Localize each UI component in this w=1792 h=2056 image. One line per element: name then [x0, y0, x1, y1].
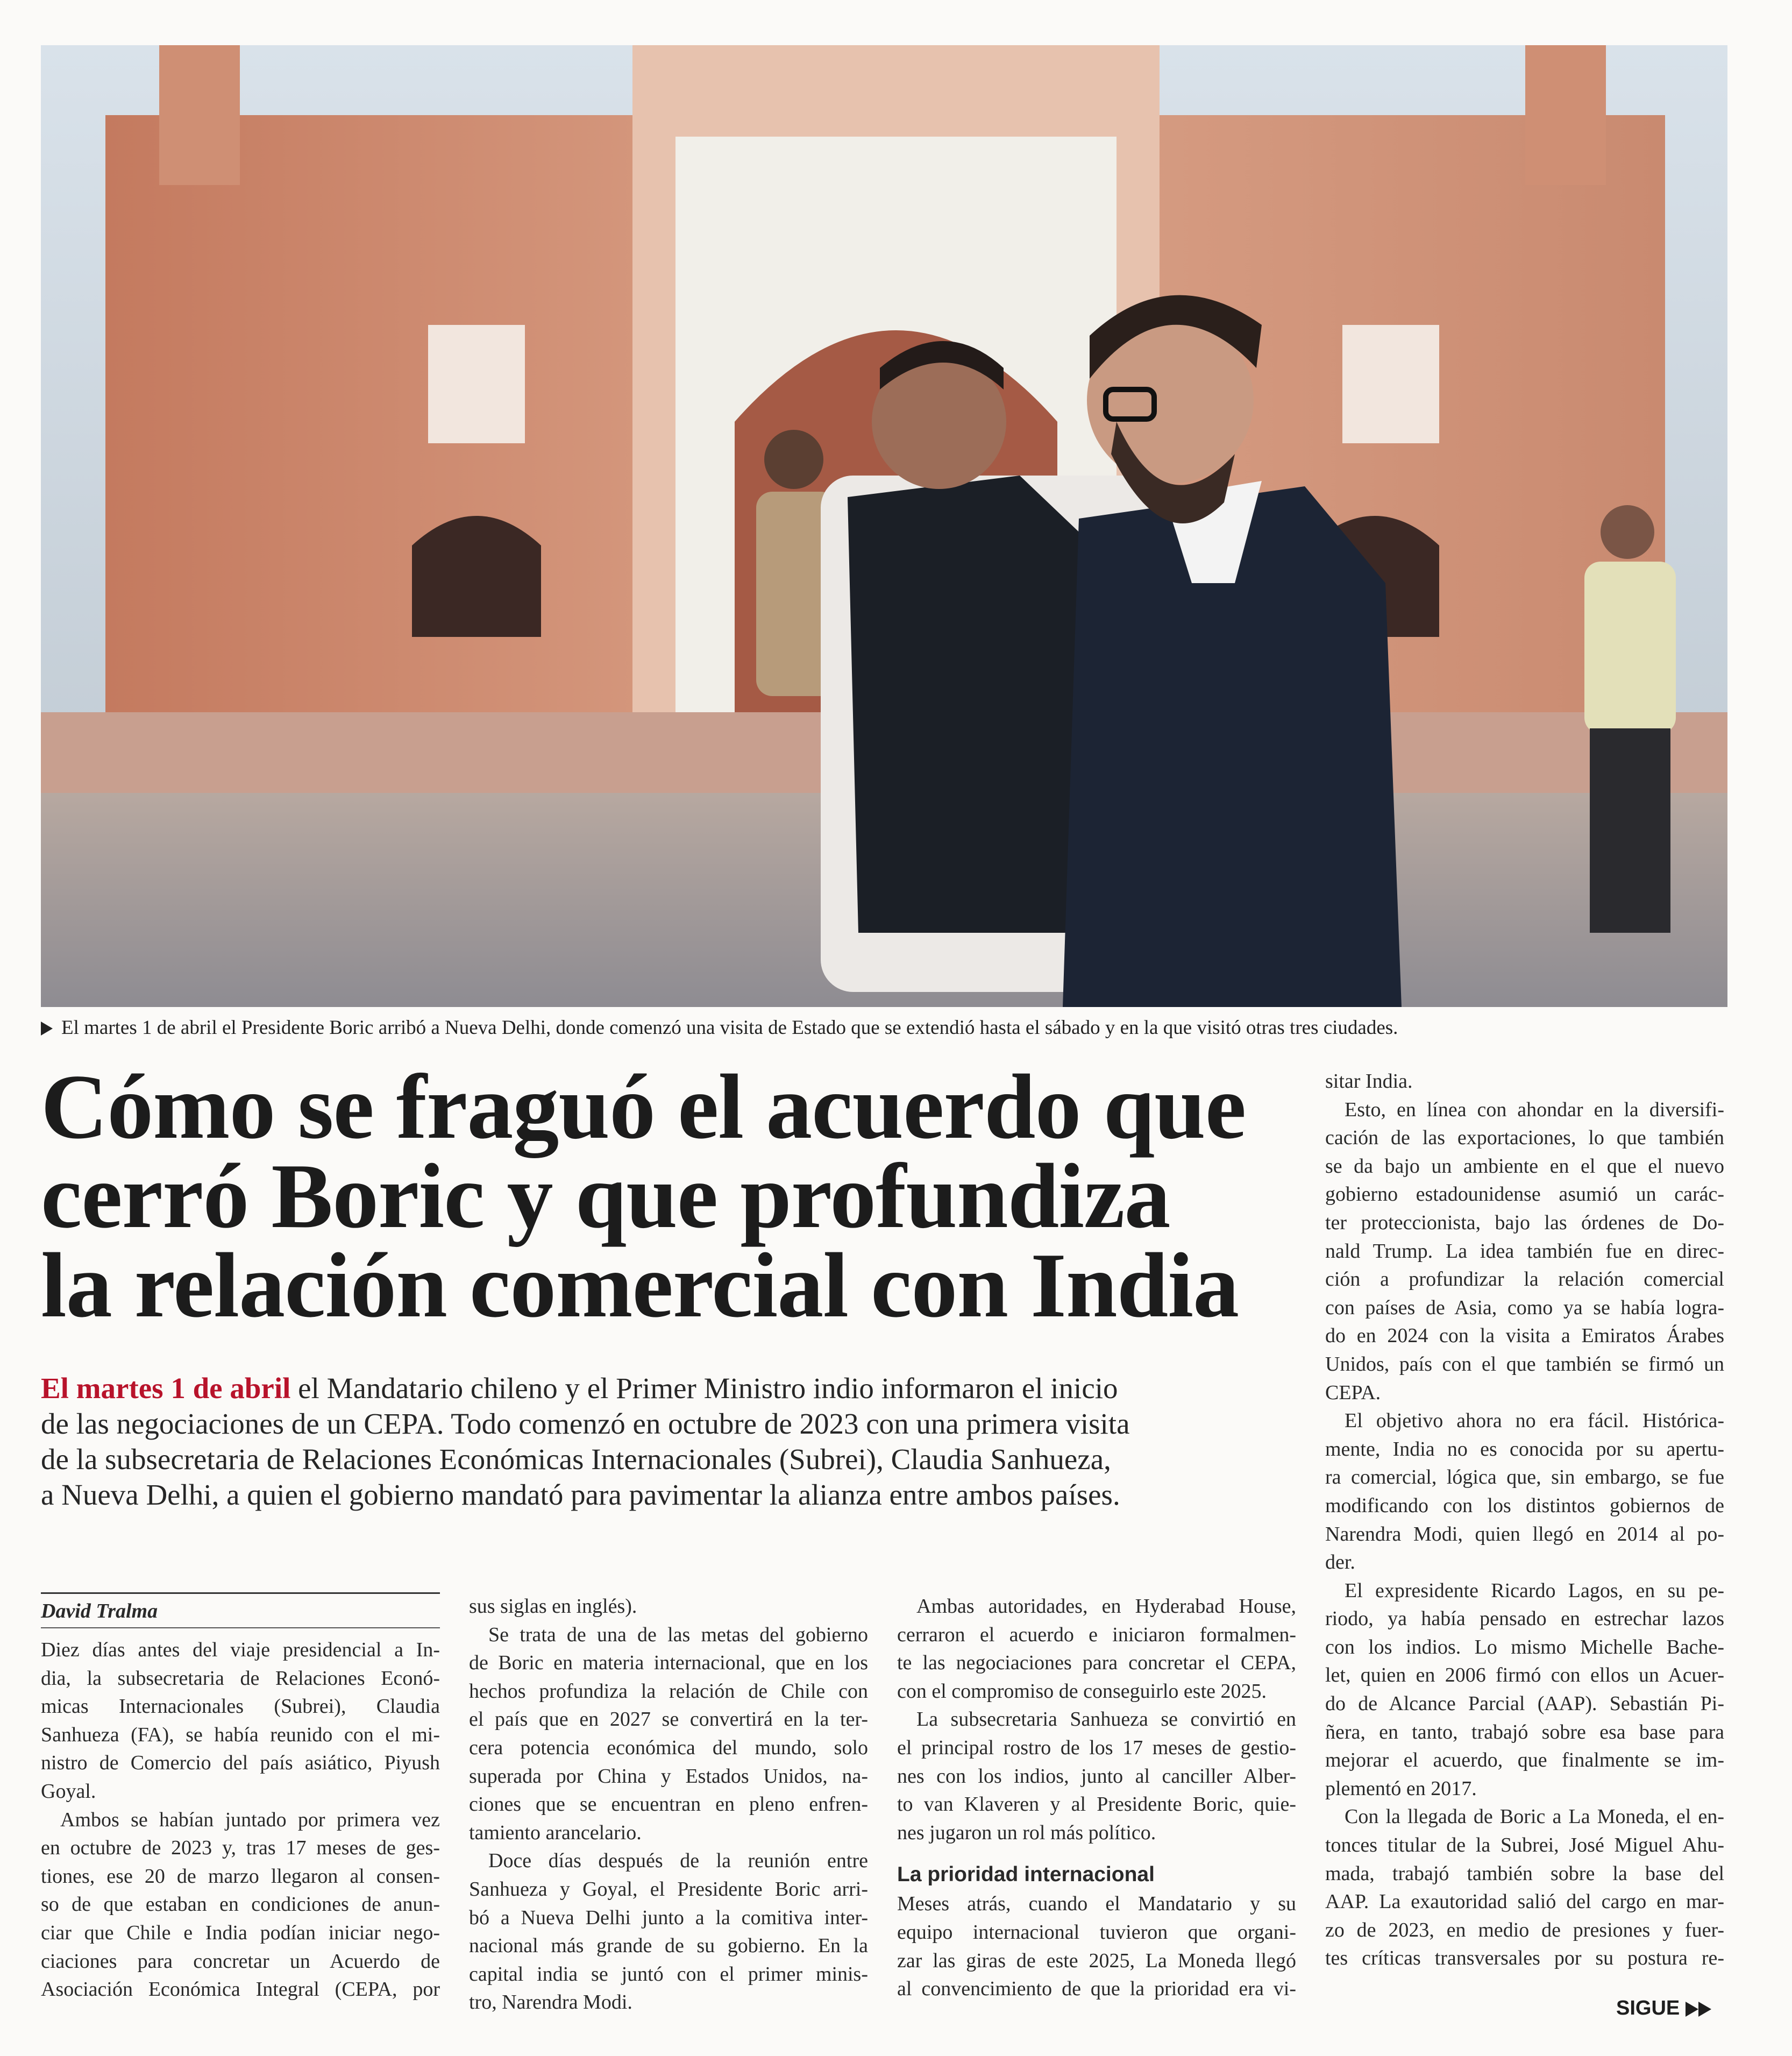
text-line: Ambas autoridades, en Hyderabad House,	[916, 1595, 1296, 1618]
byline: David Tralma	[41, 1600, 158, 1622]
text-line: do en 2024 con la visita a Emiratos Árabes	[1325, 1324, 1724, 1348]
body-column-2	[469, 1592, 868, 2017]
text-line: Sanhueza (FA), se había reunido con el mi-	[41, 1723, 440, 1746]
text-line: sitar India.	[1325, 1070, 1413, 1093]
text-line: modificando con los distintos gobiernos de	[1325, 1494, 1724, 1517]
text-line: let, quien en 2006 firmó con ellos un Acuer-	[1325, 1664, 1724, 1687]
text-line: el principal rostro de los 17 meses de gestio-	[897, 1736, 1296, 1759]
headline-line-1: Cómo se fraguó el acuerdo que	[41, 1056, 1246, 1158]
body-column-1	[41, 1592, 440, 2004]
text-line: dia, la subsecretaria de Relaciones Econó-	[41, 1667, 440, 1690]
sigue-label: SIGUE	[1616, 1997, 1680, 2019]
text-line: tamiento arancelario.	[469, 1821, 642, 1844]
byline-rule	[41, 1627, 440, 1628]
text-line: hechos profundiza la relación de Chile con	[469, 1679, 868, 1703]
continue-arrow-icon	[1686, 2002, 1698, 2017]
caption-arrow-icon	[41, 1022, 53, 1036]
lede-lead: El martes 1 de abril	[41, 1372, 291, 1405]
text-line: cera potencia económica del mundo, solo	[469, 1736, 868, 1759]
text-line: mente, India no es conocida por su apertu-	[1325, 1437, 1724, 1461]
text-line: plementó en 2017.	[1325, 1777, 1477, 1800]
text-line: con los indios. Lo mismo Michelle Bache-	[1325, 1635, 1724, 1658]
caption-text: El martes 1 de abril el Presidente Boric arribó a Nueva Delhi, donde comenzó una visita de Estado que se extendió hasta el sábado y en la que visitó otras tres ciudades.	[61, 1017, 1398, 1039]
headline	[41, 1056, 1305, 1337]
text-line: CEPA.	[1325, 1381, 1381, 1404]
subhead: La prioridad internacional	[897, 1863, 1155, 1887]
text-line: cerraron el acuerdo e iniciaron formalmen-	[897, 1623, 1296, 1646]
text-line: tiones, ese 20 de marzo llegaron al consen-	[41, 1864, 440, 1888]
text-line: so de que estaban en condiciones de anun-	[41, 1893, 440, 1916]
text-line: riodo, ya había pensado en estrechar lazos	[1325, 1607, 1724, 1630]
text-line: Diez días antes del viaje presidencial a In-	[41, 1639, 440, 1661]
text-line: se da bajo un ambiente en el que el nuevo	[1325, 1154, 1724, 1178]
text-line: tro, Narendra Modi.	[469, 1991, 632, 2014]
article-photo	[41, 45, 1727, 1007]
text-line: ciones que se encuentran en pleno enfren-	[469, 1793, 868, 1816]
text-line: cación de las exportaciones, lo que también	[1325, 1126, 1724, 1150]
headline-line-2: cerró Boric y que profundiza	[41, 1145, 1170, 1247]
text-line: nacional más grande de su gobierno. En la	[469, 1934, 868, 1958]
text-line: Doce días después de la reunión entre	[488, 1849, 868, 1873]
body-column-4	[1325, 1067, 1724, 1973]
text-line: Goyal.	[41, 1779, 96, 1803]
text-line: te las negociaciones para concretar el CEPA,	[897, 1651, 1296, 1675]
lede-line-4: a Nueva Delhi, a quien el gobierno mandató para pavimentar la alianza entre ambos países.	[41, 1478, 1120, 1511]
text-line: con países de Asia, como ya se había logra-	[1325, 1296, 1724, 1319]
text-line: Sanhueza y Goyal, el Presidente Boric arri-	[469, 1877, 868, 1901]
text-line: gobierno estadounidense asumió un carác-	[1325, 1183, 1724, 1206]
text-line: ción a profundizar la relación comercial	[1325, 1268, 1724, 1291]
text-line: nald Trump. La idea también fue en direc-	[1325, 1239, 1724, 1263]
text-line: Con la llegada de Boric a La Moneda, el en-	[1345, 1805, 1724, 1828]
text-line: zar las giras de este 2025, La Moneda llegó	[897, 1949, 1296, 1972]
lede-line-2: de las negociaciones de un CEPA. Todo comenzó en octubre de 2023 con una primera visita	[41, 1407, 1130, 1440]
text-line: tes críticas transversales por su postura re-	[1325, 1947, 1724, 1970]
headline-line-3: la relación comercial con India	[41, 1235, 1239, 1337]
text-line: tonces titular de la Subrei, José Miguel Ahu-	[1325, 1834, 1724, 1857]
body-column-3	[897, 1592, 1296, 2003]
text-line: der.	[1325, 1551, 1355, 1574]
continue-arrow-icon	[1698, 2002, 1711, 2017]
text-line: con el compromiso de conseguirlo este 2025.	[897, 1679, 1267, 1703]
text-line: Esto, en línea con ahondar en la diversifi-	[1345, 1098, 1724, 1121]
text-line: zo de 2023, en medio de presiones y fuer-	[1325, 1918, 1724, 1941]
text-line: mejorar el acuerdo, que finalmente se im-	[1325, 1749, 1724, 1772]
text-line: capital india se juntó con el primer minis-	[469, 1962, 868, 1986]
text-line: to van Klaveren y al Presidente Boric, quie-	[897, 1793, 1296, 1816]
text-line: nes jugaron un rol más político.	[897, 1821, 1156, 1844]
text-line: mada, trabajó también sobre la base del	[1325, 1862, 1724, 1885]
text-line: de Boric en materia internacional, que en los	[469, 1651, 868, 1675]
text-line: ciar que Chile e India podían iniciar nego-	[41, 1921, 440, 1944]
text-line: AAP. La exautoridad salió del cargo en mar-	[1325, 1890, 1724, 1913]
text-line: Ambos se habían juntado por primera vez	[60, 1808, 440, 1831]
text-line: ñera, en tanto, trabajó sobre esa base para	[1325, 1720, 1724, 1743]
text-line: do de Alcance Parcial (AAP). Sebastián Pi-	[1325, 1692, 1724, 1715]
text-line: Narendra Modi, quien llegó en 2014 al po-	[1325, 1522, 1724, 1545]
text-line: El expresidente Ricardo Lagos, en su pe-	[1345, 1579, 1724, 1602]
text-line: Meses atrás, cuando el Mandatario y su	[897, 1892, 1296, 1916]
text-line: Asociación Económica Integral (CEPA, por	[41, 1978, 440, 2001]
lede-line-1	[41, 1371, 1294, 1406]
text-line: al convencimiento de que la prioridad era vi-	[897, 1977, 1296, 2001]
text-line: Se trata de una de las metas del gobierno	[488, 1623, 868, 1646]
text-line: ter proteccionista, bajo las órdenes de Do-	[1325, 1211, 1724, 1234]
column-top-rule	[41, 1592, 440, 1594]
text-line: el país que en 2027 se convertirá en la ter-	[469, 1708, 868, 1731]
text-line: El objetivo ahora no era fácil. Histórica-	[1345, 1409, 1724, 1433]
text-line: bó a Nueva Delhi junto a la comitiva inter-	[469, 1906, 868, 1929]
text-line: ciaciones para concretar un Acuerdo de	[41, 1949, 440, 1973]
text-line: superada por China y Estados Unidos, na-	[469, 1764, 868, 1788]
text-line: La subsecretaria Sanhueza se convirtió en	[916, 1708, 1296, 1731]
text-line: ra comercial, lógica que, sin embargo, se fue	[1325, 1466, 1724, 1489]
text-line: micas Internacionales (Subrei), Claudia	[41, 1695, 440, 1718]
text-line: Unidos, país con el que también se firmó un	[1325, 1352, 1724, 1376]
photo-caption	[41, 1013, 1727, 1043]
text-line: nes con los indios, junto al canciller Alber-	[897, 1764, 1296, 1788]
text-line: nistro de Comercio del país asiático, Piyush	[41, 1752, 440, 1775]
text-line: equipo internacional tuvieron que organi-	[897, 1920, 1296, 1944]
continue-marker	[1616, 1995, 1711, 2022]
lede-line-3: de la subsecretaria de Relaciones Económicas Internacionales (Subrei), Claudia Sanhueza,	[41, 1443, 1111, 1476]
text-line: sus siglas en inglés).	[469, 1595, 637, 1618]
lede	[41, 1371, 1294, 1513]
text-line: en octubre de 2023 y, tras 17 meses de ges-	[41, 1837, 440, 1860]
lede-first-rest: el Mandatario chileno y el Primer Ministro indio informaron el inicio	[290, 1372, 1118, 1405]
